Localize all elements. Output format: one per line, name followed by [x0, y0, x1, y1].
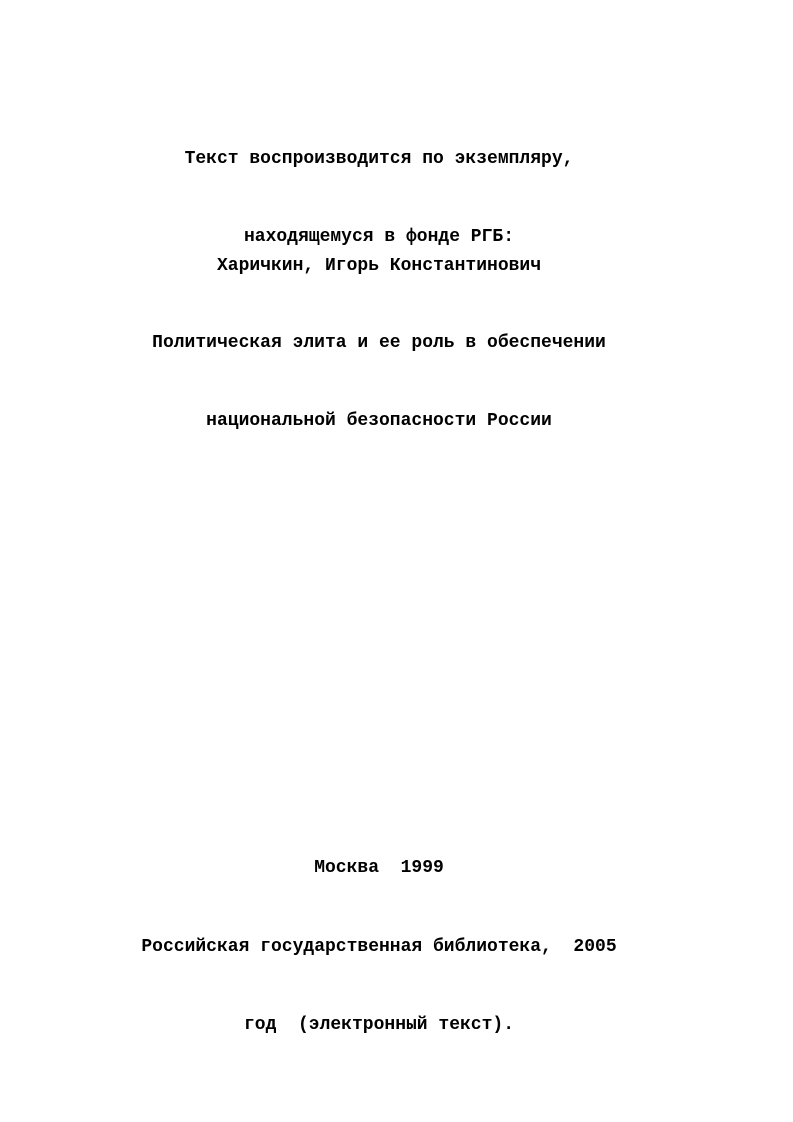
library-note-line-2: год (электронный текст).	[243, 1015, 515, 1035]
library-note-line-1: Российская государственная библиотека, 2005	[141, 937, 617, 957]
reproduction-note-line-1: Текст воспроизводится по экземпляру,	[184, 149, 574, 169]
library-note	[0, 882, 758, 1090]
thesis-title-line-1: Политическая элита и ее роль в обеспечении	[152, 333, 606, 353]
author-name-text: Харичкин, Игорь Константинович	[216, 256, 542, 276]
reproduction-note-line-2: находящемуся в фонде РГБ:	[243, 227, 515, 247]
place-year-text: Москва 1999	[314, 858, 444, 878]
thesis-title-line-2: национальной безопасности России	[206, 411, 552, 431]
thesis-title	[0, 278, 758, 486]
